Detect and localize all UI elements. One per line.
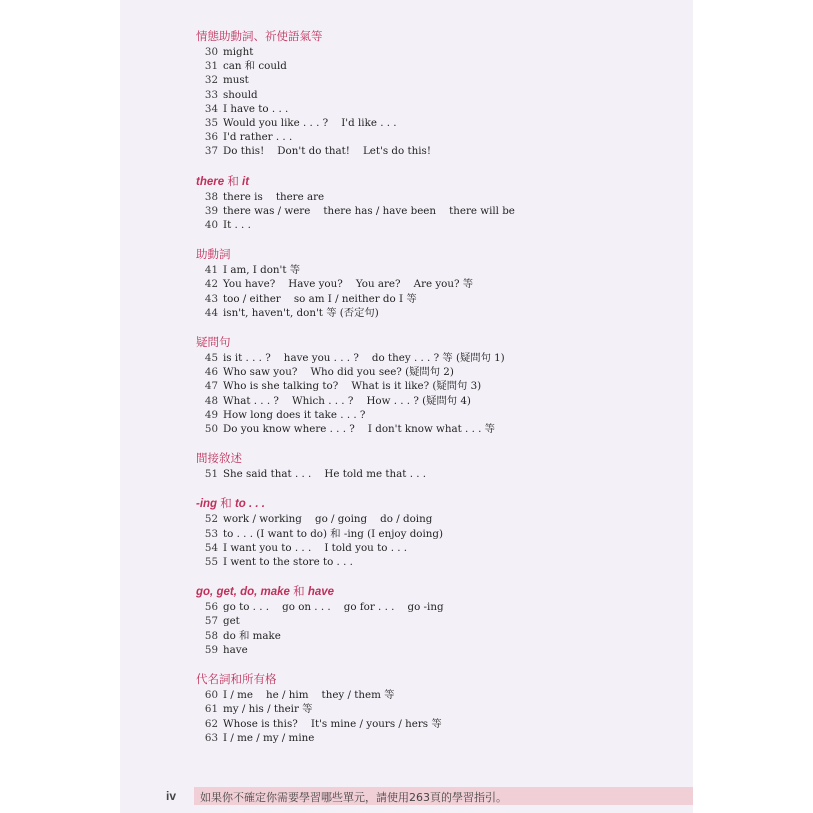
unit-title: Whose is this? It's mine / yours / hers 等	[223, 717, 442, 730]
toc-entry[interactable]	[196, 394, 676, 408]
toc-entry[interactable]	[196, 717, 676, 731]
toc-section	[196, 248, 676, 320]
footer-note-bar	[194, 787, 693, 805]
unit-number: 52	[204, 513, 218, 526]
unit-title: I'd rather . . .	[223, 131, 293, 144]
unit-title: too / either so am I / neither do I 等	[223, 292, 417, 305]
section-title	[196, 497, 676, 511]
toc-entry[interactable]	[196, 527, 676, 541]
section-title-part: 助動詞	[196, 249, 231, 262]
toc-entry[interactable]	[196, 218, 676, 232]
unit-title: What . . . ? Which . . . ? How . . . ? (疑問句 4)	[223, 394, 471, 407]
unit-number: 57	[204, 615, 218, 628]
unit-title: You have? Have you? You are? Are you? 等	[223, 278, 474, 291]
unit-title: isn't, haven't, don't 等 (否定句)	[223, 306, 379, 319]
unit-number: 41	[204, 264, 218, 277]
toc-entry[interactable]	[196, 422, 676, 436]
unit-title: I am, I don't 等	[223, 264, 301, 277]
toc-entry[interactable]	[196, 45, 676, 59]
section-title-part: it	[242, 175, 250, 188]
toc-entry[interactable]	[196, 467, 676, 481]
section-title-part: -ing	[196, 498, 218, 511]
unit-number: 32	[204, 74, 218, 87]
unit-number: 46	[204, 366, 218, 379]
footer-note: 如果你不確定你需要學習哪些單元，請使用263頁的學習指引。	[200, 791, 507, 804]
unit-number: 31	[204, 60, 218, 73]
unit-number: 38	[204, 190, 218, 203]
toc-entry[interactable]	[196, 73, 676, 87]
section-title-part: 和	[217, 498, 235, 511]
toc-section	[196, 673, 676, 745]
toc-entry[interactable]	[196, 306, 676, 320]
unit-title: How long does it take . . . ?	[223, 408, 366, 421]
unit-title: Who is she talking to? What is it like? (疑問句 3)	[223, 380, 482, 393]
unit-number: 37	[204, 145, 218, 158]
unit-number: 50	[204, 423, 218, 436]
unit-title: go to . . . go on . . . go for . . . go -ing	[223, 601, 444, 614]
unit-number: 30	[204, 46, 218, 58]
unit-title: have	[223, 643, 248, 656]
unit-number: 51	[204, 468, 218, 481]
toc-section	[196, 497, 676, 569]
section-title-part: 和	[224, 175, 243, 188]
toc-section	[196, 585, 676, 657]
toc-section	[196, 30, 676, 159]
unit-number: 59	[204, 643, 218, 656]
unit-title: Would you like . . . ? I'd like . . .	[223, 117, 397, 130]
toc-entry[interactable]	[196, 204, 676, 218]
toc-entry[interactable]	[196, 130, 676, 144]
toc-entry[interactable]	[196, 702, 676, 716]
toc-entry[interactable]	[196, 190, 676, 204]
unit-title: my / his / their 等	[223, 703, 313, 716]
toc-entry[interactable]	[196, 541, 676, 555]
unit-number: 60	[204, 689, 218, 702]
unit-title: is it . . . ? have you . . . ? do they . . . ? 等 (疑問句 1)	[223, 352, 505, 365]
unit-title: might	[223, 46, 254, 58]
unit-number: 36	[204, 131, 218, 144]
unit-number: 48	[204, 394, 218, 407]
unit-title: Do this! Don't do that! Let's do this!	[223, 145, 431, 158]
unit-number: 63	[204, 731, 218, 744]
unit-number: 43	[204, 292, 218, 305]
section-title-part: to . . .	[234, 498, 265, 511]
toc-entry[interactable]	[196, 88, 676, 102]
unit-title: to . . . (I want to do) 和 -ing (I enjoy doing)	[223, 527, 444, 540]
unit-number: 62	[204, 717, 218, 730]
unit-title: Who saw you? Who did you see? (疑問句 2)	[223, 366, 454, 379]
toc-entry[interactable]	[196, 614, 676, 628]
unit-title: Do you know where . . . ? I don't know what . . . 等	[223, 423, 495, 436]
page-footer	[120, 787, 693, 807]
unit-title: get	[223, 615, 240, 628]
section-title-part: 情態助動詞、祈使語氣等	[196, 31, 323, 43]
unit-title: there was / were there has / have been there will be	[223, 204, 515, 217]
section-title	[196, 673, 676, 687]
section-title	[196, 248, 676, 262]
section-title-part: have	[307, 586, 335, 599]
section-title	[196, 175, 676, 189]
section-title	[196, 336, 676, 350]
unit-number: 40	[204, 219, 218, 232]
unit-number: 33	[204, 88, 218, 101]
toc-section	[196, 175, 676, 233]
unit-number: 35	[204, 117, 218, 130]
unit-title: work / working go / going do / doing	[223, 513, 433, 526]
section-title-part: 疑問句	[196, 337, 231, 350]
section-title	[196, 585, 676, 599]
toc-entry[interactable]	[196, 292, 676, 306]
section-title	[196, 30, 676, 44]
unit-number: 56	[204, 601, 218, 614]
unit-number: 34	[204, 102, 218, 115]
unit-title: I have to . . .	[223, 102, 289, 115]
toc-section	[196, 336, 676, 436]
toc-entry[interactable]	[196, 512, 676, 526]
unit-title: can 和 could	[223, 60, 287, 73]
toc-section	[196, 452, 676, 481]
unit-title: It . . .	[223, 219, 251, 232]
unit-title: I / me he / him they / them 等	[223, 689, 395, 702]
unit-title: must	[223, 74, 249, 87]
toc-entry[interactable]	[196, 731, 676, 745]
toc-entry[interactable]	[196, 351, 676, 365]
unit-number: 44	[204, 306, 218, 319]
unit-number: 45	[204, 352, 218, 365]
section-title-part: 代名詞和所有格	[196, 674, 277, 687]
unit-number: 47	[204, 380, 218, 393]
toc-entry[interactable]	[196, 408, 676, 422]
unit-number: 39	[204, 204, 218, 217]
unit-title: do 和 make	[223, 629, 281, 642]
section-title-part: there	[196, 175, 225, 188]
toc-entry[interactable]	[196, 263, 676, 277]
section-title	[196, 452, 676, 466]
toc-entry[interactable]	[196, 59, 676, 73]
toc-entry[interactable]	[196, 277, 676, 291]
unit-title: I want you to . . . I told you to . . .	[223, 541, 408, 554]
unit-title: I went to the store to . . .	[223, 556, 353, 569]
page-number: iv	[166, 789, 177, 803]
unit-title: She said that . . . He told me that . . .	[223, 468, 427, 481]
unit-title: I / me / my / mine	[223, 731, 315, 744]
toc-entry[interactable]	[196, 379, 676, 393]
toc-entry[interactable]	[196, 600, 676, 614]
toc-entry[interactable]	[196, 144, 676, 158]
unit-title: there is there are	[223, 190, 325, 203]
unit-number: 42	[204, 278, 218, 291]
unit-title: should	[223, 88, 258, 101]
toc-entry[interactable]	[196, 629, 676, 643]
unit-number: 58	[204, 629, 218, 642]
toc-entry[interactable]	[196, 555, 676, 569]
unit-number: 49	[204, 408, 218, 421]
unit-number: 54	[204, 541, 218, 554]
toc-entry[interactable]	[196, 116, 676, 130]
table-of-contents	[196, 30, 676, 761]
unit-number: 53	[204, 527, 218, 540]
unit-number: 55	[204, 556, 218, 569]
toc-entry[interactable]	[196, 365, 676, 379]
section-title-part: go, get, do, make	[196, 586, 290, 599]
toc-entry[interactable]	[196, 688, 676, 702]
toc-entry[interactable]	[196, 643, 676, 657]
unit-number: 61	[204, 703, 218, 716]
toc-entry[interactable]	[196, 102, 676, 116]
section-title-part: 間接敘述	[196, 453, 242, 466]
section-title-part: 和	[289, 586, 308, 599]
